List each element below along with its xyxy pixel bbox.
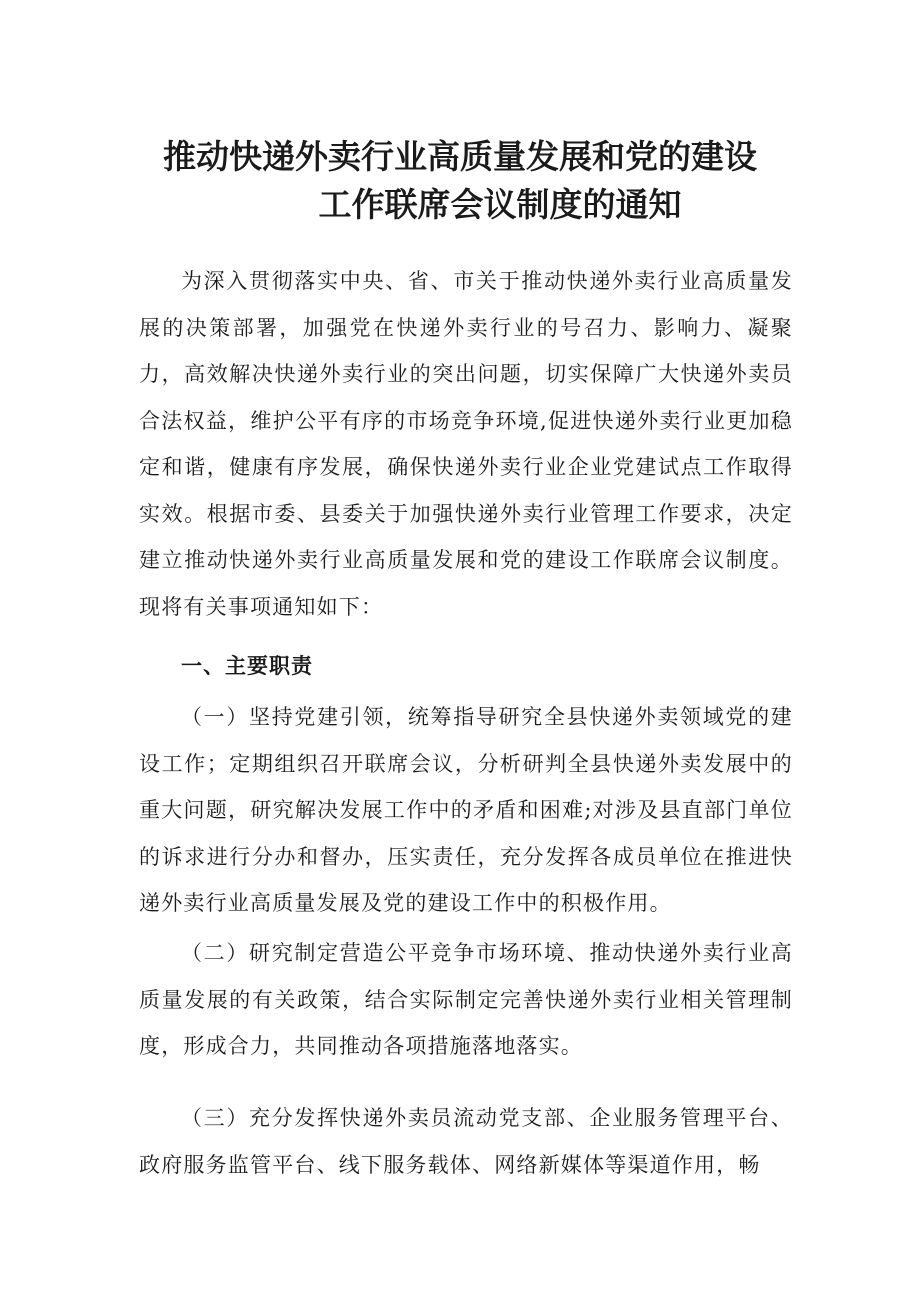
duty-item-1: （一）坚持党建引领，统筹指导研究全县快递外卖领域党的建设工作；定期组织召开联席会议，分析研判全县快递外卖发展中的重大问题，研究解决发展工作中的矛盾和困难;对涉及县直部门单位的诉求进行分办和督办，压实责任，充分发挥各成员单位在推进快递外卖行业高质量发展及党的建设工作中的积极作用。	[139, 705, 793, 915]
document-title-line1: 推动快递外卖行业高质量发展和党的建设	[163, 137, 757, 176]
document-title-line2: 工作联席会议制度的通知	[318, 185, 682, 224]
intro-paragraph: 为深入贯彻落实中央、省、市关于推动快递外卖行业高质量发展的决策部署，加强党在快递外卖行业的号召力、影响力、凝聚力，高效解决快递外卖行业的突出问题，切实保障广大快递外卖员合法权益，维护公平有序的市场竞争环境,促进快递外卖行业更加稳定和谐，健康有序发展，确保快递外卖行业企业党建试点工作取得实效。根据市委、县委关于加强快递外卖行业管理工作要求，决定建立推动快递外卖行业高质量发展和党的建设工作联席会议制度。现将有关事项通知如下：	[139, 269, 793, 619]
duty-item-2: （二）研究制定营造公平竞争市场环境、推动快递外卖行业高质量发展的有关政策，结合实际制定完善快递外卖行业相关管理制度，形成合力，共同推动各项措施落地落实。	[139, 941, 793, 1058]
duty-item-3: （三）充分发挥快递外卖员流动党支部、企业服务管理平台、政府服务监管平台、线下服务载体、网络新媒体等渠道作用，畅	[139, 1106, 793, 1177]
section-heading-main-duties: 一、主要职责	[181, 654, 313, 678]
